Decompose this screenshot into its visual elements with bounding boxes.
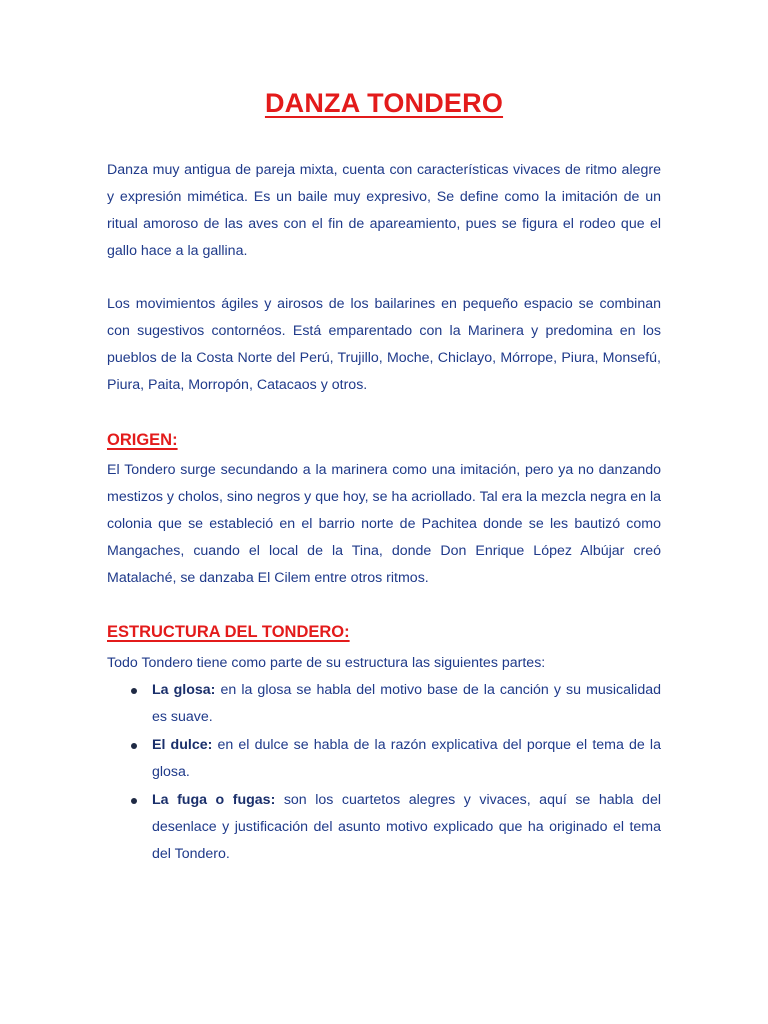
intro-paragraph-2: Los movimientos ágiles y airosos de los bailarines en pequeño espacio se combinan con sugestivos contornéos. Está emparentado con la Marinera y predomina en los pueblos de la Costa Norte del Perú, Trujillo, Moche, Chiclayo, Mórrope, Piura, Monsefú, Piura, Paita, Morropón, Catacaos y otros. — [107, 296, 661, 393]
list-item-term: La glosa: — [152, 682, 216, 698]
bullet-icon — [131, 798, 137, 804]
page-title: DANZA TONDERO — [264, 88, 504, 118]
list-item-term: El dulce: — [152, 737, 213, 753]
origen-paragraph: El Tondero surge secundando a la marinera como una imitación, pero ya no danzando mestizos y cholos, sino negros y que hoy, se ha acriollado. Tal era la mezcla negra en la colonia que se estableció en el barrio norte de Pachitea donde se les bautizó como Mangaches, cuando el local de la Tina, donde Don Enrique López Albújar creó Matalaché, se danzaba El Cilem entre otros ritmos. — [107, 462, 661, 586]
list-item-dulce — [107, 732, 661, 786]
list-item-fuga — [107, 787, 661, 868]
bullet-icon — [131, 743, 137, 749]
list-item-text: en la glosa se habla del motivo base de la canción y su musicalidad es suave. — [152, 682, 661, 725]
list-item-glosa — [107, 677, 661, 731]
origen-heading: ORIGEN: — [107, 431, 178, 449]
list-item-text: son los cuartetos alegres y vivaces, aquí se habla del desenlace y justificación del asunto motivo explicado que ha originado el tema del Tondero. — [152, 792, 661, 862]
estructura-list — [107, 677, 661, 869]
bullet-icon — [131, 688, 137, 694]
list-item-text: en el dulce se habla de la razón explicativa del porque el tema de la glosa. — [152, 737, 661, 780]
intro-paragraph-1: Danza muy antigua de pareja mixta, cuenta con características vivaces de ritmo alegre y expresión mimética. Es un baile muy expresivo, Se define como la imitación de un ritual amoroso de las aves con el fin de apareamiento, pues se figura el rodeo que el gallo hace a la gallina. — [107, 162, 661, 259]
list-item-term: La fuga o fugas: — [152, 792, 276, 808]
estructura-intro: Todo Tondero tiene como parte de su estructura las siguientes partes: — [107, 655, 546, 671]
estructura-heading: ESTRUCTURA DEL TONDERO: — [107, 623, 350, 641]
